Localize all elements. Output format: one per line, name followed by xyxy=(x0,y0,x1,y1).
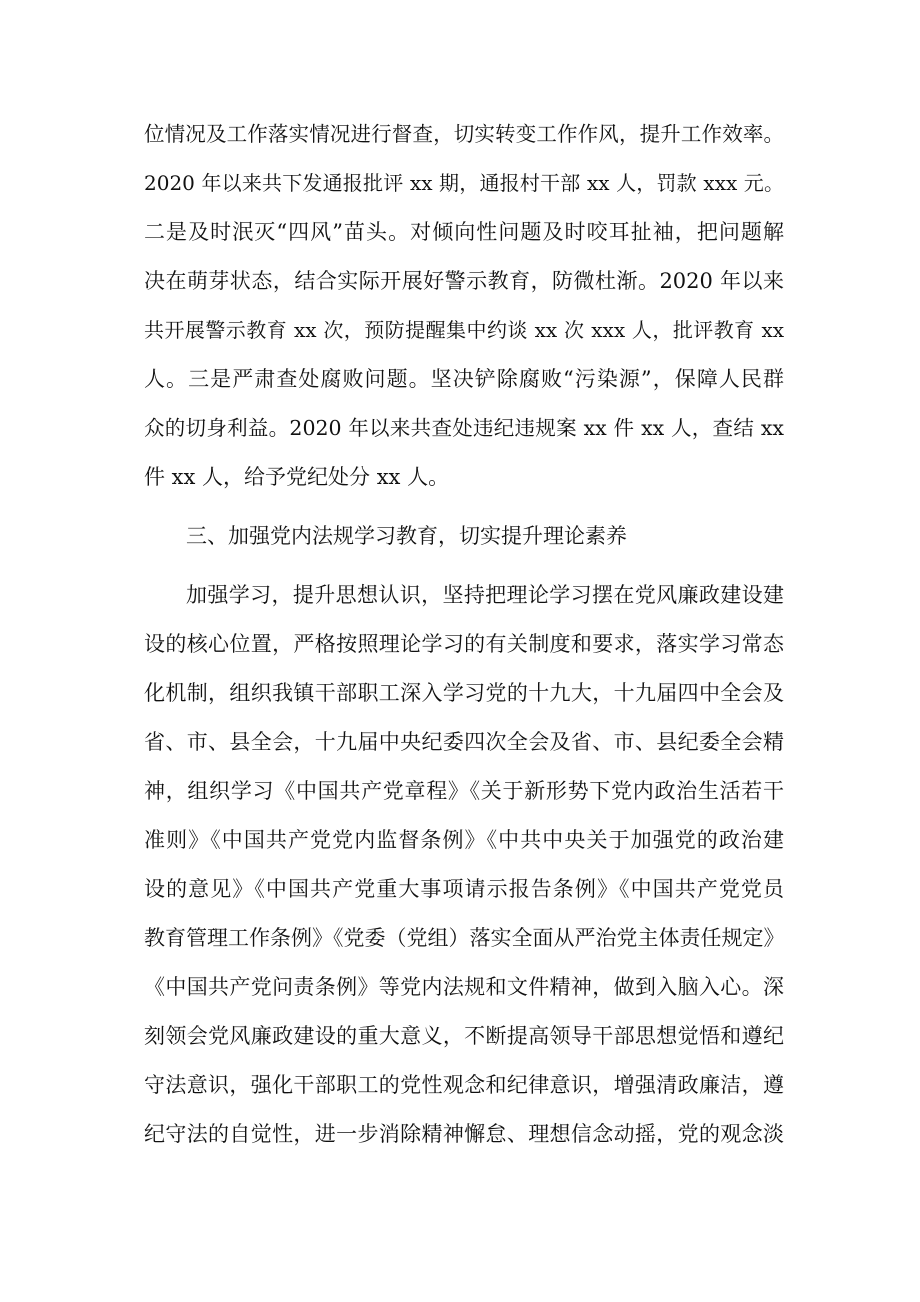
paragraph-line: 加强学习，提升思想认识，坚持把理论学习摆在党风廉政建设建 xyxy=(186,583,784,607)
paragraph-line: 准则》《中国共产党党内监督条例》《中共中央关于加强党的政治建 xyxy=(144,828,784,852)
paragraph-line: 设的意见》《中国共产党重大事项请示报告条例》《中国共产党党员 xyxy=(144,877,784,901)
paragraph-line: 化机制，组织我镇干部职工深入学习党的十九大，十九届四中全会及 xyxy=(144,681,784,705)
paragraph-line: 设的核心位置，严格按照理论学习的有关制度和要求，落实学习常态 xyxy=(144,632,784,656)
paragraph-line: 位情况及工作落实情况进行督查，切实转变工作作风，提升工作效率。 xyxy=(144,122,784,146)
paragraph-line: 共开展警示教育 xx 次，预防提醒集中约谈 xx 次 xxx 人，批评教育 xx xyxy=(144,318,784,342)
paragraph-line: 众的切身利益。2020 年以来共查处违纪违规案 xx 件 xx 人，查结 xx xyxy=(144,416,784,440)
paragraph-line: 省、市、县全会，十九届中央纪委四次全会及省、市、县纪委全会精 xyxy=(144,730,784,754)
paragraph-line: 人。三是严肃查处腐败问题。坚决铲除腐败“污染源”，保障人民群 xyxy=(144,367,784,391)
paragraph-line: 件 xx 人，给予党纪处分 xx 人。 xyxy=(144,465,450,489)
paragraph-line: 神，组织学习《中国共产党章程》《关于新形势下党内政治生活若干 xyxy=(144,779,784,803)
paragraph-line: 刻领会党风廉政建设的重大意义，不断提高领导干部思想觉悟和遵纪 xyxy=(144,1024,784,1048)
paragraph-line: 纪守法的自觉性，进一步消除精神懈怠、理想信念动摇，党的观念淡 xyxy=(144,1122,784,1146)
paragraph-line: 二是及时泯灭“四风”苗头。对倾向性问题及时咬耳扯袖，把问题解 xyxy=(144,220,784,244)
paragraph-line: 2020 年以来共下发通报批评 xx 期，通报村干部 xx 人，罚款 xxx 元。 xyxy=(144,171,784,195)
section-heading: 三、加强党内法规学习教育，切实提升理论素养 xyxy=(186,524,627,548)
paragraph-line: 教育管理工作条例》《党委（党组）落实全面从严治党主体责任规定》 xyxy=(144,926,785,950)
paragraph-line: 决在萌芽状态，结合实际开展好警示教育，防微杜渐。2020 年以来 xyxy=(144,269,784,293)
paragraph-line: 守法意识，强化干部职工的党性观念和纪律意识，增强清政廉洁，遵 xyxy=(144,1073,784,1097)
paragraph-line: 《中国共产党问责条例》等党内法规和文件精神，做到入脑入心。深 xyxy=(144,975,784,999)
